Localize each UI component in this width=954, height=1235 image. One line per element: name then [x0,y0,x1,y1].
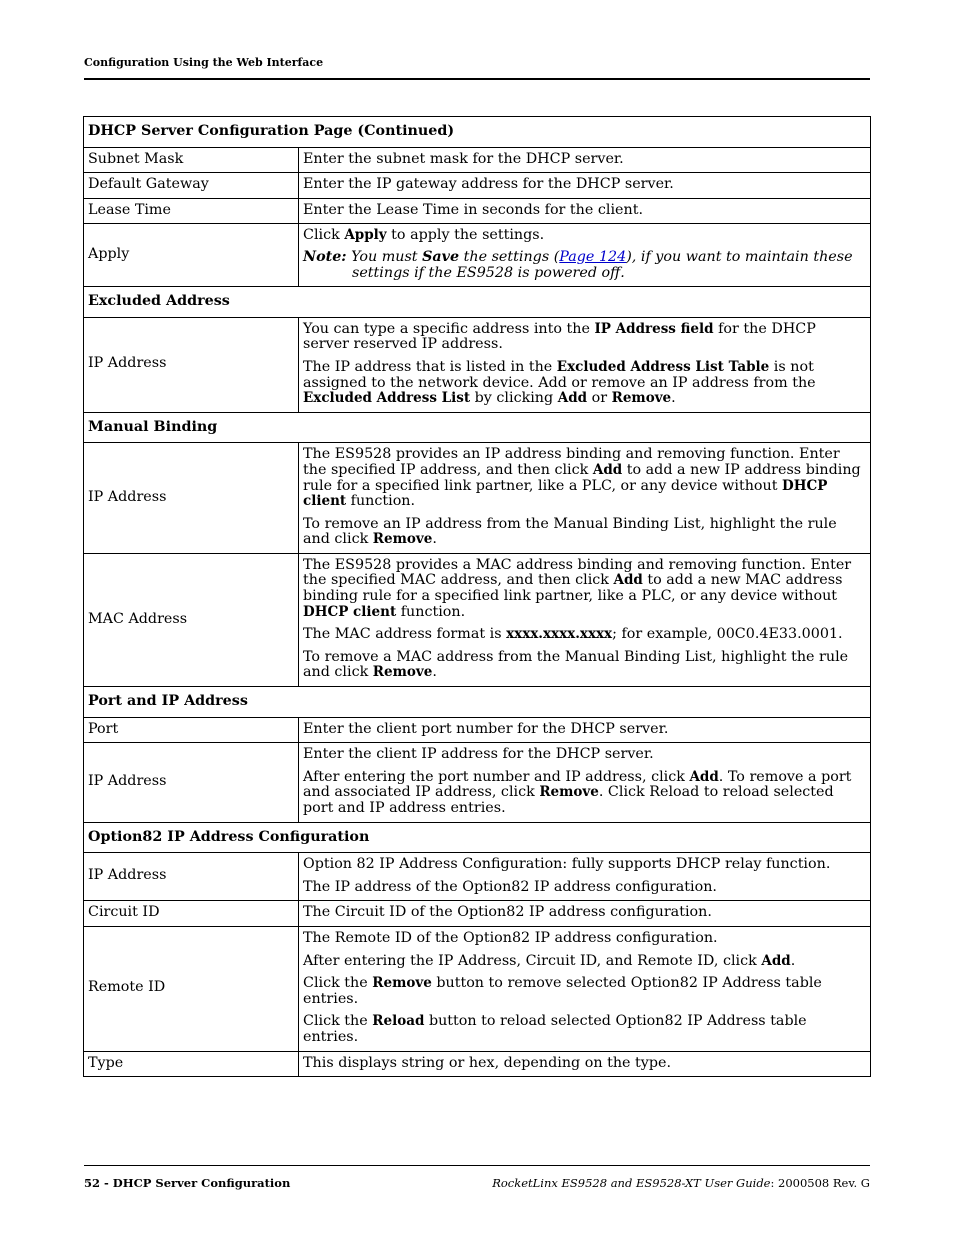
keyword: xxxx.xxxx.xxxx [506,626,613,643]
text-span: After entering the IP Address, Circuit ID, and Remote ID, click [303,952,762,969]
row-label: Type [84,1051,299,1077]
text-span: by clicking [470,390,558,407]
text-span: . Click Reload to reload selected port and IP address entries. [303,784,834,816]
text-span: The MAC address format is [303,626,507,643]
dhcp-config-table [83,116,871,1077]
keyword: Add [689,768,719,785]
text-span: ), if you want to maintain these settings if the ES9528 is powered off. [352,248,853,281]
doc-revision: : 2000508 Rev. G [770,1176,870,1190]
table-title-row [84,117,871,148]
row-desc: Enter the client port number for the DHCP server. [299,717,871,743]
text-span: or [587,390,612,407]
table-row [84,173,871,199]
section-excluded-address: Excluded Address [84,287,871,318]
text-span: to apply the settings. [386,227,545,244]
text-span: Click [303,227,345,244]
text-span: . To remove a port and associated IP address, click [303,768,852,801]
save-note [303,250,866,281]
text-span: for the DHCP server reserved IP address. [303,320,816,353]
row-desc [299,317,871,412]
keyword: Add [613,572,643,589]
text-span: The IP address that is listed in the [303,358,557,375]
text-span: The ES9528 provides a MAC address binding and removing function. Enter the specified MAC address, and then click [303,556,852,589]
manual-ip-p2 [303,517,866,548]
table-row [84,901,871,927]
table-row [84,1051,871,1077]
remote-p2 [303,954,866,970]
table-row [84,147,871,173]
port-ip-p2 [303,770,866,817]
table-title: DHCP Server Configuration Page (Continued) [84,117,871,148]
row-desc: This displays string or hex, depending on the type. [299,1051,871,1077]
option82-ip-p1: Option 82 IP Address Configuration: fully supports DHCP relay function. [303,856,831,873]
running-header: Configuration Using the Web Interface [84,56,324,69]
text-span: To remove an IP address from the Manual Binding List, highlight the rule and click [303,515,837,548]
manual-mac-p1 [303,558,866,620]
row-label: Remote ID [84,926,299,1051]
page-124-link[interactable]: Page 124 [559,248,627,265]
text-span: the settings ( [459,248,560,265]
row-label: Default Gateway [84,173,299,199]
table-row [84,926,871,1051]
text-span: ; for example, 00C0.4E33.0001. [612,626,843,643]
row-desc [299,926,871,1051]
text-span: You can type a specific address into the [303,320,595,337]
keyword: Add [592,461,623,478]
row-desc [299,224,871,287]
row-desc [299,443,871,554]
keyword: IP Address field [594,320,714,337]
keyword: Reload [372,1013,425,1030]
row-desc: The Circuit ID of the Option82 IP address configuration. [299,901,871,927]
keyword: Remove [372,531,433,548]
text-span: You must [346,248,423,265]
text-span: . [790,952,796,969]
table-row [84,743,871,822]
table-row [84,224,871,287]
row-desc [299,853,871,901]
text-span: button to remove selected Option82 IP Address table entries. [303,975,822,1007]
save-keyword: Save [422,248,460,265]
remote-p3 [303,976,866,1007]
row-label: IP Address [84,853,299,901]
footer-rule [84,1165,870,1166]
section-option82: Option82 IP Address Configuration [84,822,871,853]
note-label: Note: [303,248,347,265]
keyword: Add [557,390,588,407]
row-desc [299,553,871,686]
keyword: Excluded Address List [303,390,471,407]
section-row [84,822,871,853]
text-span: button to reload selected Option82 IP Address table entries. [303,1013,807,1045]
text-span: to add a new IP address binding rule for a specified link partner, like a PLC, or any device without [303,461,861,494]
text-span: is not assigned to the network device. Add or remove an IP address from the [303,358,816,391]
table-row [84,853,871,901]
keyword: Add [761,952,791,969]
row-label: Apply [84,224,299,287]
apply-keyword: Apply [344,227,387,244]
row-desc [299,743,871,822]
text-span: . [671,390,676,407]
remote-p1: The Remote ID of the Option82 IP address configuration. [303,929,718,946]
option82-ip-p2: The IP address of the Option82 IP address configuration. [303,878,717,895]
row-desc: Enter the IP gateway address for the DHCP server. [299,173,871,199]
manual-ip-p1 [303,447,866,509]
keyword: DHCP client [303,477,828,510]
row-label: Subnet Mask [84,147,299,173]
keyword: DHCP client [303,603,397,620]
text-span: . [432,531,437,548]
text-span: The ES9528 provides an IP address binding and removing function. Enter the specified IP address, and then click [303,446,840,478]
doc-title: RocketLinx ES9528 and ES9528-XT User Guide [492,1176,771,1190]
excluded-p2 [303,360,866,407]
row-label: IP Address [84,443,299,554]
keyword: Excluded Address List Table [556,358,770,375]
remote-p4 [303,1014,866,1045]
text-span: To remove a MAC address from the Manual Binding List, highlight the rule and click [303,648,849,681]
table-row [84,317,871,412]
keyword: Remove [372,664,433,681]
row-desc: Enter the Lease Time in seconds for the client. [299,198,871,224]
keyword: Remove [539,784,599,801]
footer-page-label: 52 - DHCP Server Configuration [84,1176,291,1190]
keyword: Remove [611,390,672,407]
section-row [84,687,871,718]
header-rule [84,78,870,80]
section-row [84,412,871,443]
row-label: Lease Time [84,198,299,224]
row-desc: Enter the subnet mask for the DHCP server. [299,147,871,173]
row-label: MAC Address [84,553,299,686]
table-row [84,717,871,743]
keyword: Remove [372,975,432,992]
table-row [84,443,871,554]
text-span: function. [346,493,416,510]
row-label: IP Address [84,743,299,822]
port-ip-p1: Enter the client IP address for the DHCP server. [303,746,654,763]
apply-text [303,228,866,244]
text-span: to add a new MAC address binding rule for a specified link partner, like a PLC, or any device without [303,572,843,605]
text-span: Click the [303,975,373,992]
table-row [84,553,871,686]
row-label: Circuit ID [84,901,299,927]
text-span: function. [396,603,466,620]
section-port-ip: Port and IP Address [84,687,871,718]
excluded-p1 [303,322,866,353]
row-label: Port [84,717,299,743]
footer-doc-title [492,1176,870,1190]
manual-mac-p3 [303,650,866,681]
section-manual-binding: Manual Binding [84,412,871,443]
row-label: IP Address [84,317,299,412]
text-span: After entering the port number and IP address, click [303,768,690,785]
text-span: . [432,664,437,681]
section-row [84,287,871,318]
manual-mac-p2 [303,627,866,643]
text-span: Click the [303,1013,373,1030]
table-row [84,198,871,224]
